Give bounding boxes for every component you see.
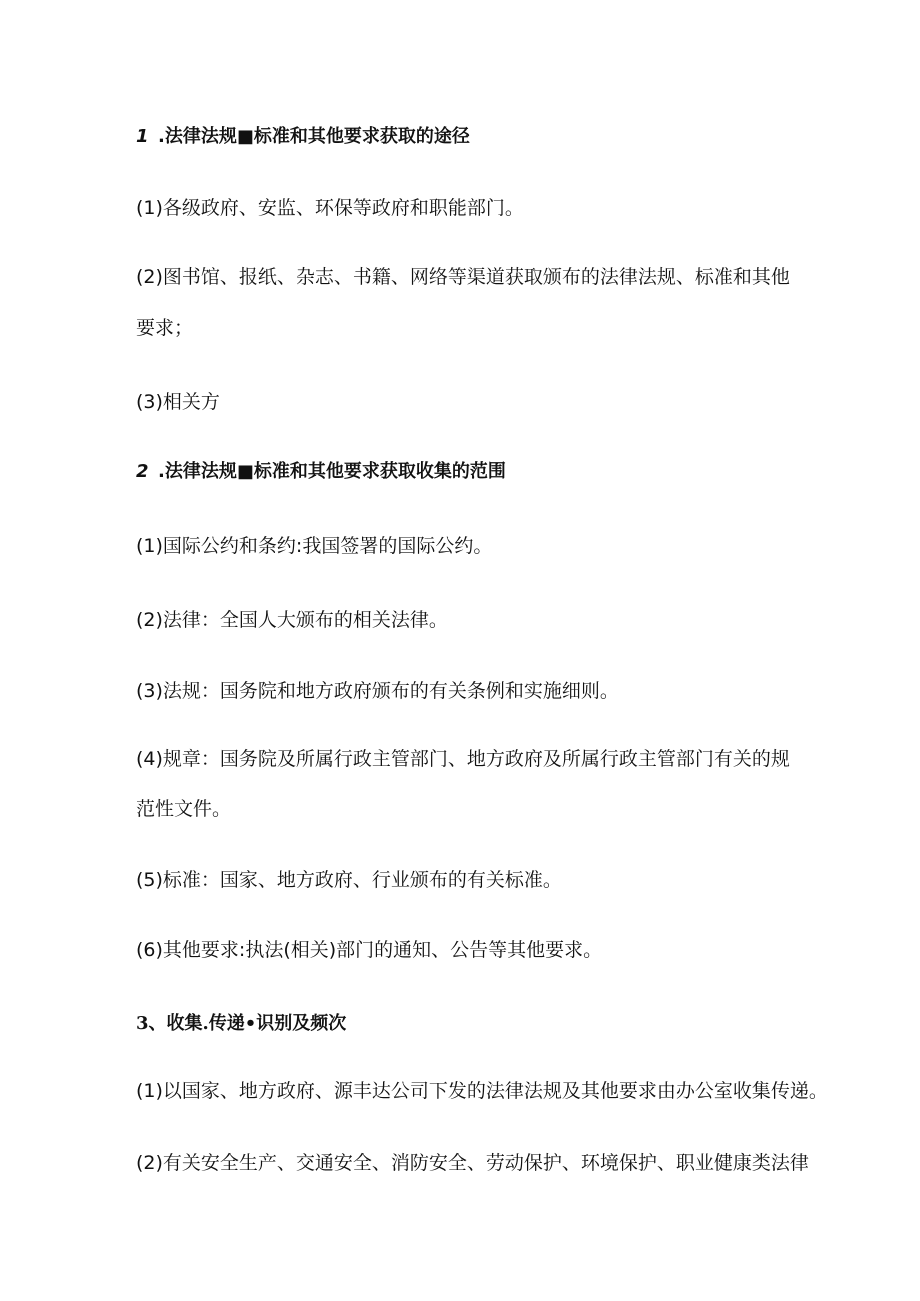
section-1-item-3: (3)相关方 xyxy=(136,391,220,413)
section-1-item-2-cont: 要求； xyxy=(136,317,194,339)
section-2-item-6: (6)其他要求:执法(相关)部门的通知、公告等其他要求。 xyxy=(136,939,603,961)
section-3-heading: 3、收集.传递•识别及频次 xyxy=(136,1013,347,1034)
section-2-item-1: (1)国际公约和条约:我国签署的国际公约。 xyxy=(136,535,493,557)
section-2-item-2: (2)法律：全国人大颁布的相关法律。 xyxy=(136,609,448,631)
section-2-heading xyxy=(136,460,796,484)
section-3-item-2: (2)有关安全生产、交通安全、消防安全、劳动保护、环境保护、职业健康类法律 xyxy=(136,1152,809,1174)
section-2-item-5: (5)标准：国家、地方政府、行业颁布的有关标准。 xyxy=(136,869,562,891)
section-1-item-1: (1)各级政府、安监、环保等政府和职能部门。 xyxy=(136,197,524,219)
section-2-title: .法律法规■标准和其他要求获取收集的范围 xyxy=(158,461,506,482)
section-1-title: .法律法规■标准和其他要求获取的途径 xyxy=(158,126,470,147)
section-2-item-4: (4)规章：国务院及所属行政主管部门、地方政府及所属行政主管部门有关的规 xyxy=(136,748,790,770)
section-3-item-1: (1)以国家、地方政府、源丰达公司下发的法律法规及其他要求由办公室收集传递。 xyxy=(136,1080,828,1102)
section-1-number: 1 xyxy=(136,126,149,147)
section-2-item-4-cont: 范性文件。 xyxy=(136,798,232,820)
section-1-item-2: (2)图书馆、报纸、杂志、书籍、网络等渠道获取颁布的法律法规、标准和其他 xyxy=(136,266,790,288)
section-2-item-3: (3)法规：国务院和地方政府颁布的有关条例和实施细则。 xyxy=(136,680,619,702)
section-2-number: 2 xyxy=(136,461,149,482)
section-1-heading xyxy=(136,125,796,149)
